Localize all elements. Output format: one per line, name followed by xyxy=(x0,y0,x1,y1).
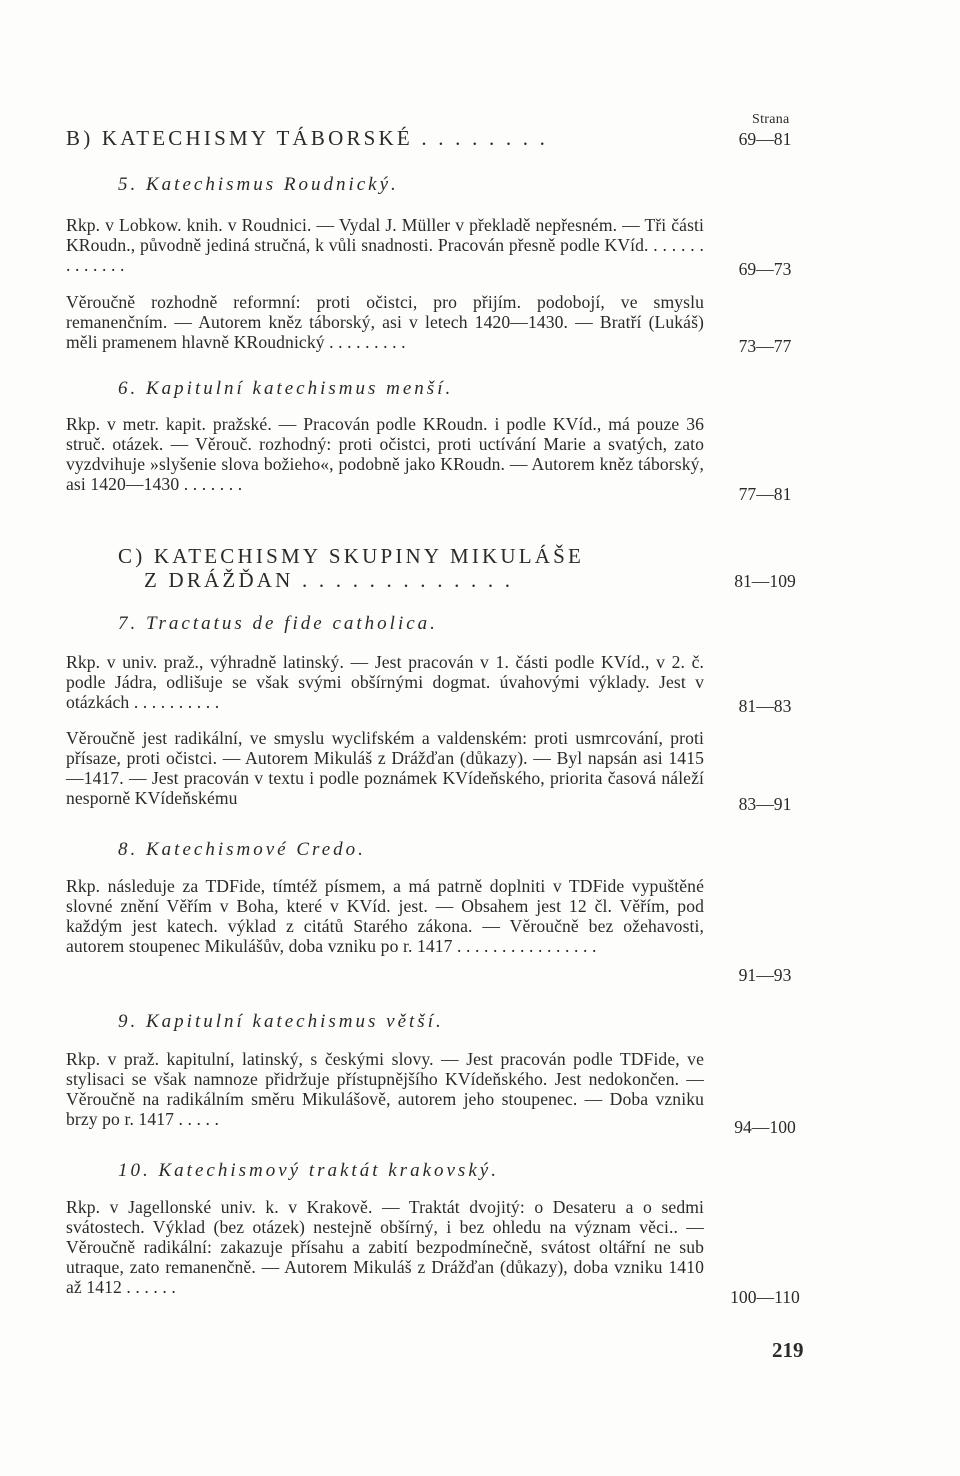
entry-paragraph: Rkp. v metr. kapit. pražské. — Pracován podle KRoudn. i podle KVíd., má pouze 36 struč. otázek. — Věrouč. rozhodný: proti očistci, proti uctívání Marie a svatých, zato vyzdvihuje »slyšenie slova božieho«, podobně jako KRoudn. — Autorem kněz táborský, asi 1420—1430 . . . . . . . xyxy=(66,414,704,494)
subsection-heading-7: 7. Tractatus de fide catholica. xyxy=(118,613,438,634)
section-heading-c: C) KATECHISMY SKUPINY MIKULÁŠE xyxy=(118,544,585,568)
subsection-heading-6: 6. Kapitulní katechismus menší. xyxy=(118,378,454,399)
entry-paragraph: Věroučně rozhodně reformní: proti očistci, pro přijím. podobojí, ve smyslu remanenčním. — Autorem kněz táborský, asi v letech 1420—1430. — Bratří (Lukáš) měli pramenem hlavně KRoudnický . . . . . . . . . xyxy=(66,292,704,352)
page-number: 219 xyxy=(772,1338,804,1362)
page-ref: 81—83 xyxy=(738,696,792,716)
subsection-heading-8: 8. Katechismové Credo. xyxy=(118,839,366,860)
entry-paragraph: Rkp. v praž. kapitulní, latinský, s českými slovy. — Jest pracován podle TDFide, ve stylisaci se však namnoze přidržuje přístupnějšího KVídeňského. Jest nedokončen. — Věroučně na radikálním směru Mikulášově, autorem jeho stoupenec. — Doba vzniku brzy po r. 1417 . . . . . xyxy=(66,1049,704,1129)
page-ref: 69—73 xyxy=(738,259,792,279)
entry-paragraph: Věroučně jest radikální, ve smyslu wyclifském a valdenském: proti usmrcování, proti přísaze, proti očistci. — Autorem Mikuláš z Drážďan (důkazy). — Byl napsán asi 1415—1417. — Jest pracován v textu i podle poznámek KVídeňského, priorita časová náleží nesporně KVídeňskému xyxy=(66,728,704,808)
page-column-heading: Strana xyxy=(752,112,790,127)
page-ref: 83—91 xyxy=(738,794,792,814)
page-ref: 69—81 xyxy=(738,129,792,149)
entry-paragraph: Rkp. v Jagellonské univ. k. v Krakově. — Traktát dvojitý: o Desateru a o sedmi svátostech. Výklad (bez otázek) nestejně obšírný, i bez ohledu na význam věci.. — Věroučně radikální: zakazuje přísahu a zabití bezpodmínečně, svátost oltářní ne sub utraque, zato remanenčně. — Autorem Mikuláš z Drážďan (důkazy), doba vzniku 1410 až 1412 . . . . . . xyxy=(66,1197,704,1297)
page-ref: 94—100 xyxy=(734,1117,796,1137)
page-ref: 100—110 xyxy=(730,1287,800,1307)
section-heading-b: B) KATECHISMY TÁBORSKÉ . . . . . . . . xyxy=(66,126,549,150)
page-ref: 91—93 xyxy=(738,965,792,985)
subsection-heading-9: 9. Kapitulní katechismus větší. xyxy=(118,1011,444,1032)
entry-paragraph: Rkp. následuje za TDFide, tímtéž písmem, a má patrně doplniti v TDFide vypuštěné slovné znění Věřím v Boha, které v KVíd. jest. — Obsahem jest 12 čl. Věřím, pod každým jest katech. výklad z citátů Starého zákona. — Věroučně bez ožehavosti, autorem stoupenec Mikulášův, doba vzniku po r. 1417 . . . . . . . . . . . . . . . . xyxy=(66,876,704,956)
page-ref: 77—81 xyxy=(738,484,792,504)
subsection-heading-10: 10. Katechismový traktát krakovský. xyxy=(118,1160,499,1181)
subsection-heading-5: 5. Katechismus Roudnický. xyxy=(118,174,399,195)
entry-paragraph: Rkp. v Lobkow. knih. v Roudnici. — Vydal J. Müller v překladě nepřesném. — Tři části KRoudn., původně jediná stručná, k vůli snadnosti. Pracován přesně podle KVíd. . . . . . . . . . . . . . xyxy=(66,215,704,275)
section-heading-c-cont: Z DRÁŽĎAN . . . . . . . . . . . . . xyxy=(144,568,514,592)
page-ref: 81—109 xyxy=(734,571,796,591)
entry-paragraph: Rkp. v univ. praž., výhradně latinský. — Jest pracován v 1. části podle KVíd., v 2. č. podle Jádra, odlišuje se však svými obšírnými dogmat. úvahovými výklady. Jest v otázkách . . . . . . . . . . xyxy=(66,652,704,712)
page-ref: 73—77 xyxy=(738,336,792,356)
